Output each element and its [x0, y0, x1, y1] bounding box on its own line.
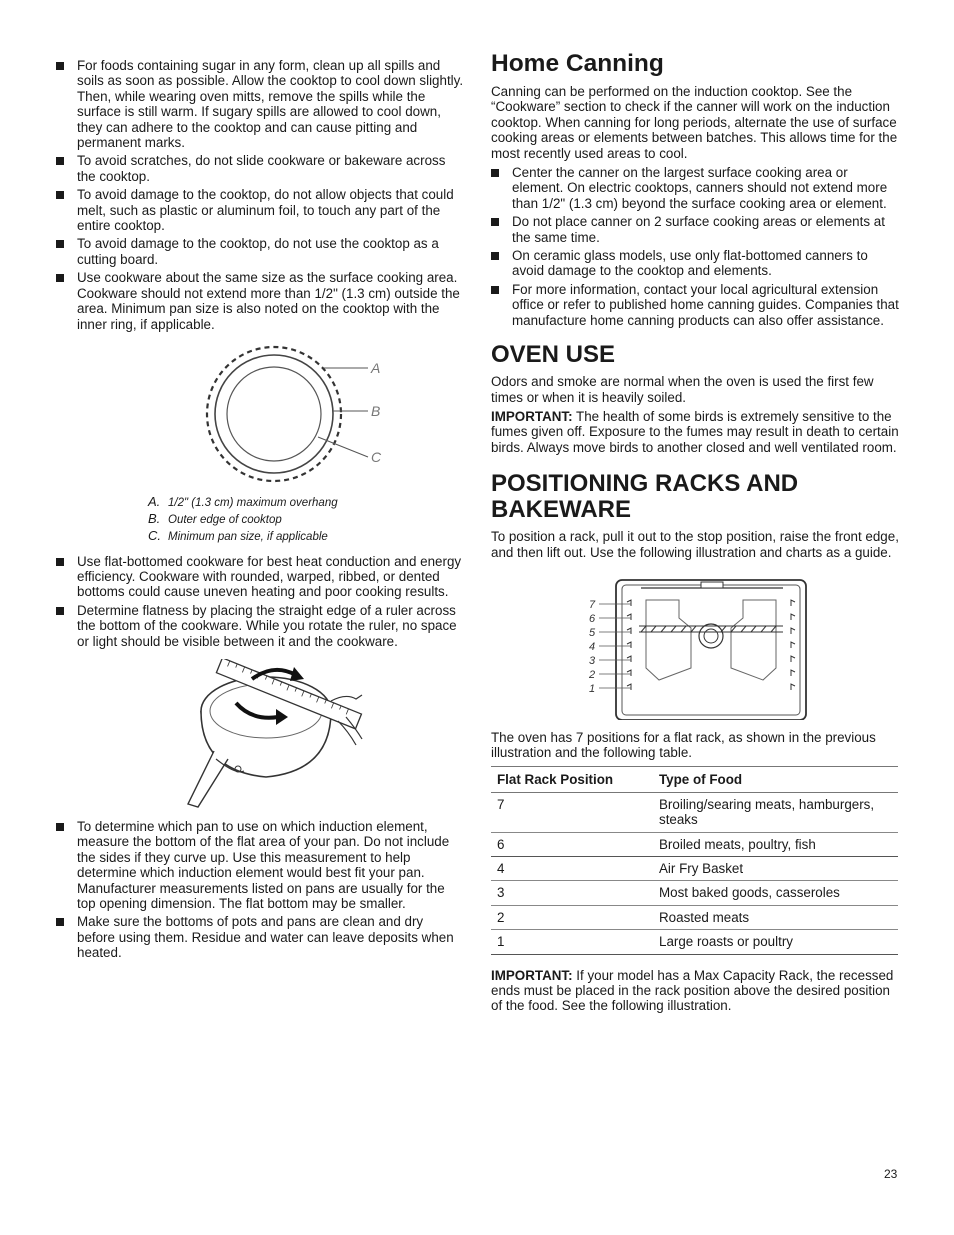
home-canning-list [491, 165, 901, 328]
list-item: For foods containing sugar in any form, clean up all spills and soils as soon as possible. Allow the cooktop to cool down slightly. Then, while wearing oven mitts, remove the spills while the surface is still warm. If sugary spills are allowed to cool down, they can adhere to the cooktop and can cause pitting and permanent marks. [56, 58, 464, 150]
cooktop-circle-figure [56, 342, 464, 490]
bullet-square-icon [56, 191, 64, 199]
pan-ruler-figure [56, 659, 464, 811]
rack-number-6: 6 [589, 612, 596, 625]
oven-use-paragraph: Odors and smoke are normal when the oven is used the first few times or when it is heavily soiled. [491, 374, 874, 405]
oven-use-important: IMPORTANT: The health of some birds is extremely sensitive to the fumes given off. Exposure to the fumes may result in death to certain birds. Always move birds to another closed and well ventilated room. [491, 408, 899, 455]
page-number: 23 [884, 1167, 898, 1181]
bullet-square-icon [491, 218, 499, 226]
pan-ruler-illustration [56, 659, 464, 811]
rack-number-4: 4 [589, 640, 596, 653]
rack-number-3: 3 [589, 654, 596, 667]
oven-rack-figure [491, 570, 901, 720]
rack-number-2: 2 [589, 668, 596, 681]
positioning-racks-heading: POSITIONING RACKS AND BAKEWARE [491, 470, 799, 524]
bullet-square-icon [491, 169, 499, 177]
rack-number-1: 1 [589, 682, 596, 695]
oven-rack-illustration [491, 570, 901, 720]
table-row: 2 Roasted meats [491, 905, 898, 929]
label-a: A [371, 359, 381, 376]
circle-figure-legend [148, 494, 464, 546]
bullet-square-icon [56, 823, 64, 831]
list-item: To avoid damage to the cooktop, do not allow objects that could melt, such as plastic or aluminum foil, to touch any part of the entire cooktop. [56, 187, 464, 233]
rack-position-table [491, 766, 898, 955]
list-item: To determine which pan to use on which induction element, measure the bottom of the flat area of your pan. Do not include the sides if they curve up. Use this measurement to help determine which induction element would best fit your pan. Manufacturer measurements listed on pans are usually for the top opening dimension. The flat bottom may be smaller. [56, 819, 464, 911]
label-c: C [371, 448, 382, 465]
bullet-square-icon [56, 62, 64, 70]
pan-size-list [56, 819, 464, 961]
list-item: Use cookware about the same size as the surface cooking area. Cookware should not extend more than 1/2" (1.3 cm) outside the area. Minimum pan size is also noted on the cooktop with the inner ring, if applicable. [56, 270, 464, 332]
bullet-square-icon [491, 252, 499, 260]
list-item: To avoid damage to the cooktop, do not use the cooktop as a cutting board. [56, 236, 464, 267]
list-item: Do not place canner on 2 surface cooking areas or elements at the same time. [491, 214, 901, 245]
bullet-square-icon [56, 157, 64, 165]
max-capacity-rack-important: IMPORTANT: If your model has a Max Capacity Rack, the recessed ends must be placed in the rack position above the desired position of the food. See the following illustration. [491, 967, 894, 1014]
home-canning-intro: Canning can be performed on the induction cooktop. See the “Cookware” section to check if the canner will work on the induction cooktop. When canning for long periods, alternate the use of surface cooking areas or elements between batches. This allows time for the most recently used areas to cool. [491, 84, 898, 161]
bullet-square-icon [56, 274, 64, 282]
bullet-square-icon [56, 240, 64, 248]
positioning-racks-intro: To position a rack, pull it out to the stop position, raise the front edge, and then lift out. Use the following illustration and charts as a guide. [491, 529, 899, 560]
table-header-row [491, 766, 898, 792]
right-column [491, 50, 901, 1018]
label-b: B [371, 402, 381, 419]
rack-number-5: 5 [589, 626, 596, 639]
legend-row: C. Minimum pan size, if applicable [148, 528, 328, 544]
list-item: Determine flatness by placing the straight edge of a ruler across the bottom of the cookware. While you rotate the ruler, no space or light should be visible between it and the cookware. [56, 603, 464, 649]
table-row: 6 Broiled meats, poultry, fish [491, 832, 898, 856]
cookware-flatness-list [56, 554, 464, 649]
bullet-square-icon [56, 607, 64, 615]
list-item: For more information, contact your local agricultural extension office or refer to published home canning guides. Companies that manufacture home canning products can also offer assistance. [491, 282, 901, 328]
cooktop-care-list [56, 58, 464, 332]
rack-positions-paragraph: The oven has 7 positions for a flat rack, as shown in the previous illustration and the following table. [491, 729, 876, 761]
home-canning-heading: Home Canning [491, 50, 664, 77]
table-row: 4 Air Fry Basket [491, 856, 898, 880]
legend-row: A. 1/2" (1.3 cm) maximum overhang [148, 493, 338, 509]
legend-row: B. Outer edge of cooktop [148, 511, 282, 527]
rack-number-7: 7 [589, 598, 596, 611]
bullet-square-icon [56, 558, 64, 566]
list-item: Make sure the bottoms of pots and pans are clean and dry before using them. Residue and water can leave deposits when heated. [56, 914, 464, 960]
list-item: Center the canner on the largest surface cooking area or element. On electric cooktops, canners should not extend more than 1/2" (1.3 cm) beyond the surface cooking area or element. [491, 165, 901, 211]
oven-use-heading: OVEN USE [491, 341, 616, 369]
list-item: To avoid scratches, do not slide cookware or bakeware across the cooktop. [56, 153, 464, 184]
list-item: Use flat-bottomed cookware for best heat conduction and energy efficiency. Cookware with rounded, warped, ribbed, or dented bottoms could cause uneven heating and poor cooking results. [56, 554, 464, 600]
column-header: Type of Food [653, 766, 898, 792]
left-column [56, 58, 464, 964]
bullet-square-icon [491, 286, 499, 294]
table-row: 7 Broiling/searing meats, hamburgers, steaks [491, 792, 898, 832]
table-row: 1 Large roasts or poultry [491, 930, 898, 954]
table-row: 3 Most baked goods, casseroles [491, 881, 898, 905]
cooktop-circle-illustration [56, 342, 464, 490]
list-item: On ceramic glass models, use only flat-bottomed canners to avoid damage to the cooktop and elements. [491, 248, 901, 279]
bullet-square-icon [56, 918, 64, 926]
column-header: Flat Rack Position [491, 766, 653, 792]
